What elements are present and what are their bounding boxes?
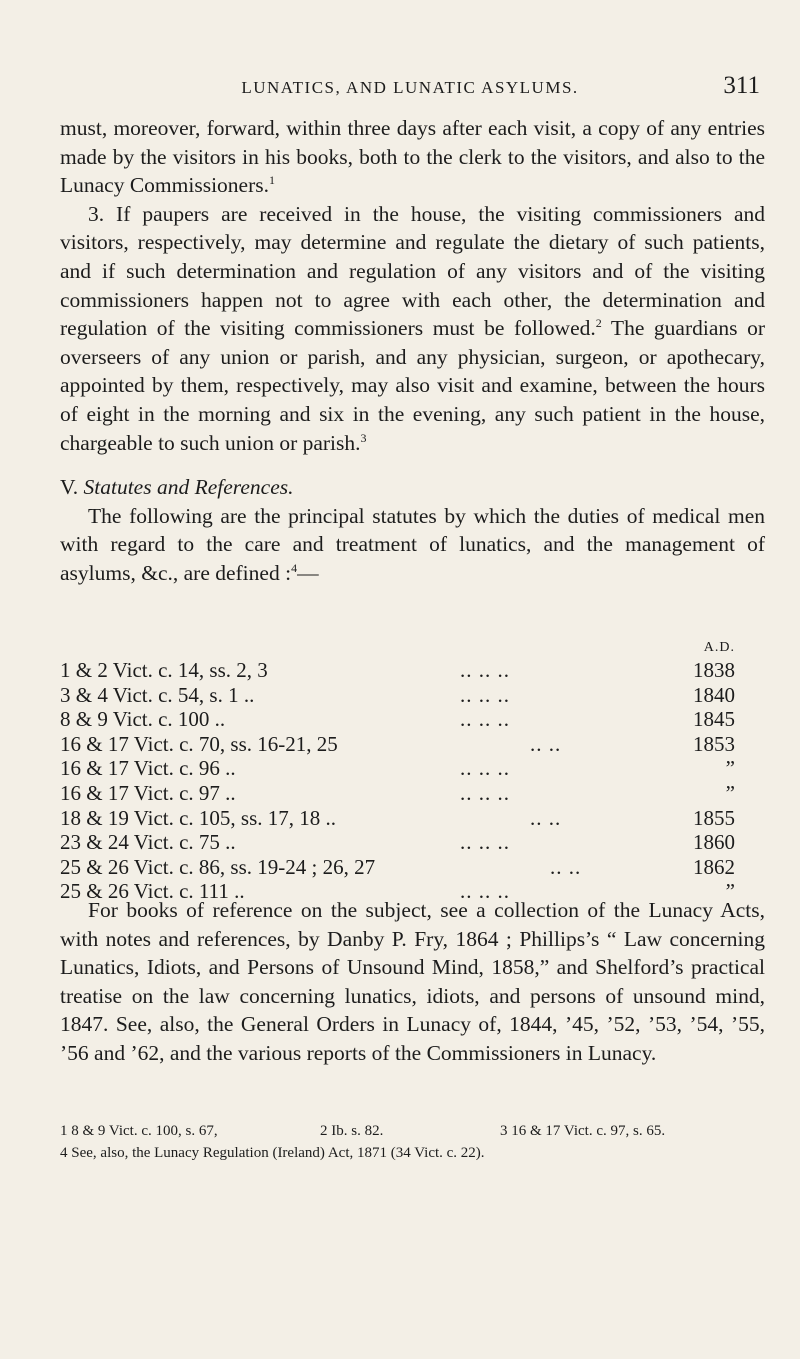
paragraph-3 xyxy=(60,200,765,457)
statute-year: 1840 xyxy=(693,682,735,707)
statute-year: 1838 xyxy=(693,658,735,682)
footnote-3: 3 16 & 17 Vict. c. 97, s. 65. xyxy=(500,1123,666,1139)
leader-dots: .. .. xyxy=(530,731,562,756)
statute-citation: 3 & 4 Vict. c. 54, s. 1 .. xyxy=(60,682,255,707)
statute-row xyxy=(60,756,765,781)
running-title: LUNATICS, AND LUNATIC ASYLUMS. xyxy=(241,78,579,97)
running-head xyxy=(60,72,760,102)
footnote-2: 2 Ib. s. 82. xyxy=(320,1123,384,1139)
leader-dots: .. .. .. xyxy=(460,682,510,707)
statute-citation: 25 & 26 Vict. c. 86, ss. 19-24 ; 26, 27 xyxy=(60,854,376,879)
statutes-table xyxy=(60,640,765,904)
page-number: 311 xyxy=(723,72,760,99)
statute-row xyxy=(60,732,765,757)
statute-row xyxy=(60,855,765,880)
leader-dots: .. .. xyxy=(530,805,562,830)
statute-citation: 18 & 19 Vict. c. 105, ss. 17, 18 .. xyxy=(60,805,337,830)
statute-year: ” xyxy=(725,756,735,781)
leader-dots: .. .. .. xyxy=(460,830,510,855)
footnote-row xyxy=(60,1142,765,1164)
section-intro xyxy=(60,502,765,588)
leader-dots: .. .. .. xyxy=(460,707,510,732)
statute-citation: 23 & 24 Vict. c. 75 .. xyxy=(60,830,236,855)
section-heading xyxy=(60,473,765,502)
section-number: V. xyxy=(60,475,79,500)
statute-citation: 1 & 2 Vict. c. 14, ss. 2, 3 xyxy=(60,658,268,682)
statute-row xyxy=(60,707,765,732)
leader-dots: .. .. .. xyxy=(460,780,510,805)
statute-row xyxy=(60,806,765,831)
references-section xyxy=(60,896,765,1068)
footnote-1: 1 8 & 9 Vict. c. 100, s. 67, xyxy=(60,1123,218,1139)
footnote-row xyxy=(60,1120,765,1142)
statute-year: 1862 xyxy=(693,854,735,879)
dash: — xyxy=(297,560,319,585)
statute-citation: 16 & 17 Vict. c. 97 .. xyxy=(60,780,236,805)
statute-year: ” xyxy=(725,780,735,805)
footnote-ref: 3 xyxy=(360,430,367,445)
footnote-ref: 4 xyxy=(291,560,298,575)
footnote-4: 4 See, also, the Lunacy Regulation (Ireland) Act, 1871 (34 Vict. c. 22). xyxy=(60,1145,485,1161)
paragraph-text: must, moreover, forward, within three days after each visit, a copy of any entries made by the visitors in his books, both to the clerk to the visitors, and also to the Lunacy Commissioners. xyxy=(60,116,765,198)
statute-year: 1860 xyxy=(693,830,735,855)
statute-row xyxy=(60,781,765,806)
statute-row xyxy=(60,658,765,683)
statute-citation: 25 & 26 Vict. c. 111 .. xyxy=(60,879,245,904)
paragraph-text: The guardians or overseers of any union or parish, and any physician, surgeon, or apothecary, appointed by them, respectively, may also visit and examine, between the hours of eight in the morning and six in the evening, any such patient in the house, chargeable to such union or parish. xyxy=(60,316,765,455)
paragraph-text: The following are the principal statutes by which the duties of medical men with regard to the care and treatment of lunatics, and the management of asylums, &c., are defined : xyxy=(60,503,765,585)
statute-citation: 16 & 17 Vict. c. 70, ss. 16-21, 25 xyxy=(60,731,338,756)
statute-citation: 16 & 17 Vict. c. 96 .. xyxy=(60,756,236,781)
statute-row xyxy=(60,830,765,855)
references-paragraph: For books of reference on the subject, see a collection of the Lunacy Acts, with notes and references, by Danby P. Fry, 1864 ; Phillips’s “ Law concerning Lunatics, Idiots, and Persons of Unsound Mind, 1858,” and Shelford’s practical treatise on the law concerning lunatics, idiots, and persons of unsound mind, 1847. See, also, the General Orders in Lunacy of, 1844, ’45, ’52, ’53, ’54, ’55, ’56 and ’62, and the various reports of the Commissioners in Lunacy. xyxy=(60,898,765,1065)
statute-citation: 8 & 9 Vict. c. 100 .. xyxy=(60,707,226,732)
leader-dots: .. .. .. xyxy=(460,658,510,682)
statute-year: 1855 xyxy=(693,805,735,830)
leader-dots: .. .. xyxy=(550,854,582,879)
section-title: Statutes and References. xyxy=(83,475,294,500)
footnotes xyxy=(60,1120,765,1164)
statute-row xyxy=(60,683,765,708)
statute-year: 1853 xyxy=(693,731,735,756)
paragraph-text: 3. If paupers are received in the house, the visiting commissioners and visitors, respectively, may determine and regulate the dietary of such patients, and if such determination and regulation of any visitors and of the visiting commissioners happen not to agree with each other, the determination and regulation of the visiting commissioners must be followed. xyxy=(60,201,765,341)
statute-year: 1845 xyxy=(693,707,735,732)
footnote-ref: 1 xyxy=(269,173,276,188)
year-column-header: A.D. xyxy=(703,640,735,655)
paragraph-continued xyxy=(60,114,765,200)
leader-dots: .. .. .. xyxy=(460,756,510,781)
body-text xyxy=(60,114,765,588)
footnote-ref: 2 xyxy=(595,316,602,330)
leader-dots: .. .. .. xyxy=(460,879,510,904)
statute-year: ” xyxy=(725,879,735,904)
